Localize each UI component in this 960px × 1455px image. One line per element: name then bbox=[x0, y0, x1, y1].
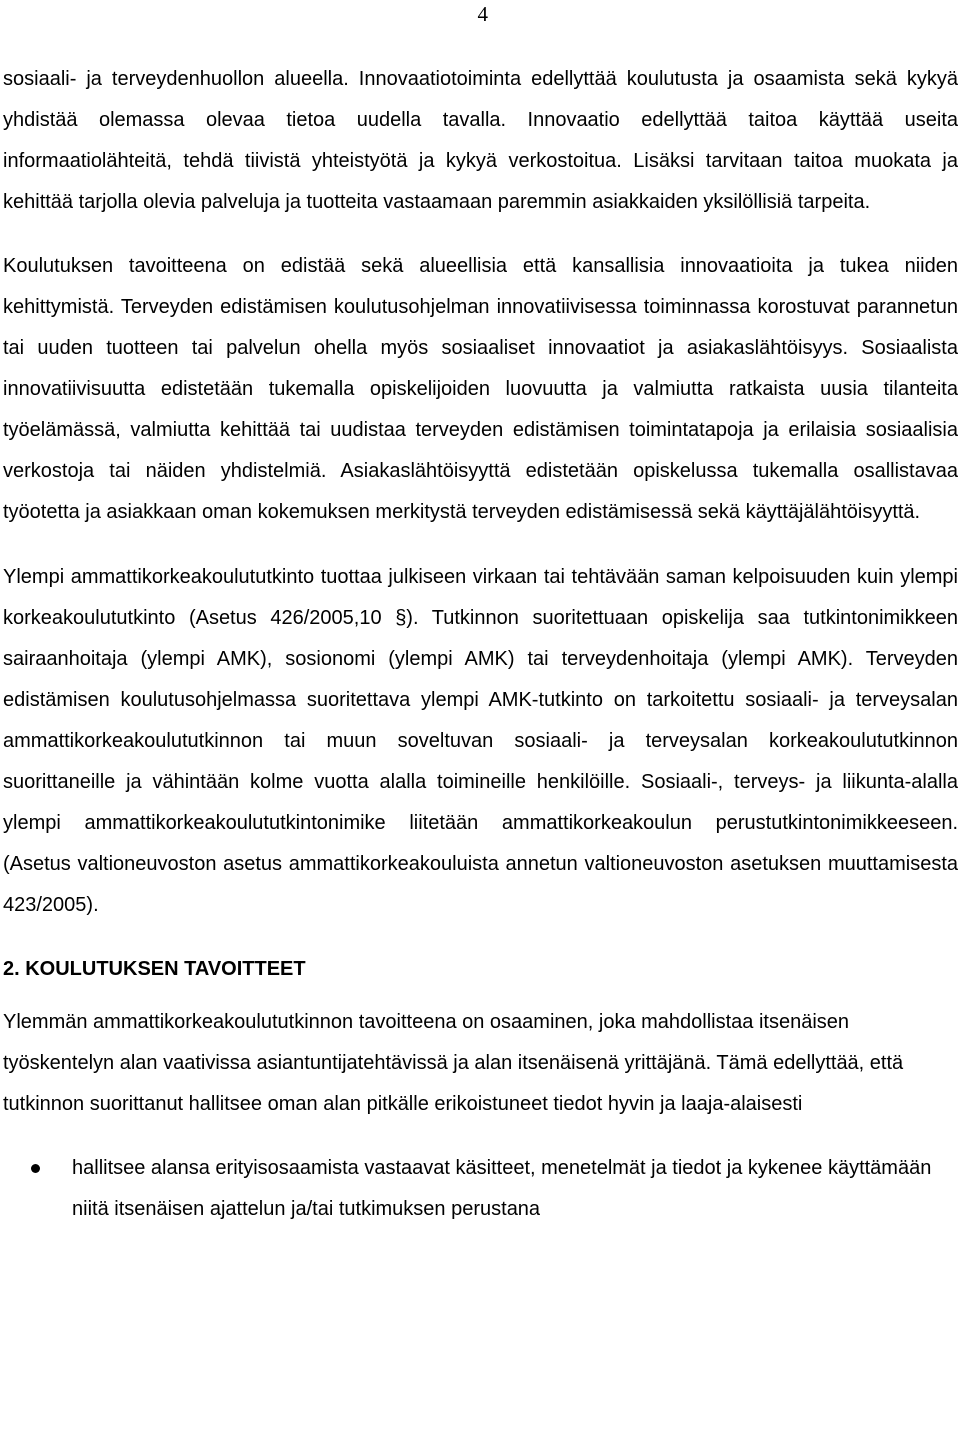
document-body bbox=[3, 59, 958, 1230]
goals-list bbox=[3, 1148, 958, 1230]
paragraph-education-goal: Koulutuksen tavoitteena on edistää sekä alueellisia että kansallisia innovaatioita ja tukea niiden kehittymistä. Terveyden edistämisen koulutusohjelman innovatiivisessa toiminnassa korostuvat parannetun tai uuden tuotteen tai palvelun ohella myös sosiaaliset innovaatiot ja asiakaslähtöisyys. Sosiaalista innovatiivisuutta edistetään tukemalla opiskelijoiden luovuutta ja valmiutta ratkaista uusia tilanteita työelämässä, valmiutta kehittää tai uudistaa terveyden edistämisen toimintatapoja ja erilaisia sosiaalisia verkostoja tai näiden yhdistelmiä. Asiakaslähtöisyyttä edistetään opiskelussa tukemalla osallistavaa työotetta ja asiakkaan oman kokemuksen merkitystä terveyden edistämisessä sekä käyttäjälähtöisyyttä. bbox=[3, 255, 958, 523]
section-heading: 2. KOULUTUKSEN TAVOITTEET bbox=[3, 958, 306, 980]
bullet-icon bbox=[31, 1164, 40, 1173]
paragraph-innovation: sosiaali- ja terveydenhuollon alueella. Innovaatiotoiminta edellyttää koulutusta ja osaamista sekä kykyä yhdistää olemassa olevaa tietoa uudella tavalla. Innovaatio edellyttää taitoa käyttää useita informaatiolähteitä, tehdä tiivistä yhteistyötä ja kykyä verkostoitua. Lisäksi tarvitaan taitoa muokata ja kehittää tarjolla olevia palveluja ja tuotteita vastaamaan paremmin asiakkaiden yksilöllisiä tarpeita. bbox=[3, 68, 958, 213]
list-item-text: hallitsee alansa erityisosaamista vastaavat käsitteet, menetelmät ja tiedot ja kykenee käyttämään niitä itsenäisen ajattelun ja/tai tutkimuksen perustana bbox=[72, 1157, 932, 1220]
list-item bbox=[3, 1148, 958, 1230]
paragraph-degree: Ylempi ammattikorkeakoulututkinto tuottaa julkiseen virkaan tai tehtävään saman kelpoisuuden kuin ylempi korkeakoulututkinto (Asetus 426/2005,10 §). Tutkinnon suoritettuaan opiskelija saa tutkintonimikkeen sairaanhoitaja (ylempi AMK), sosionomi (ylempi AMK) tai terveydenhoitaja (ylempi AMK). Terveyden edistämisen koulutusohjelmassa suoritettava ylempi AMK-tutkinto on tarkoitettu sosiaali- ja terveysalan ammattikorkeakoulututkinnon tai muun soveltuvan sosiaali- ja terveysalan korkeakoulututkinnon suorittaneille ja vähintään kolme vuotta alalla toimineille henkilöille. Sosiaali-, terveys- ja liikunta-alalla ylempi ammattikorkeakoulututkintonimike liitetään ammattikorkeakoulun perustutkintonimikkeeseen. (Asetus valtioneuvoston asetus ammattikorkeakouluista annetun valtioneuvoston asetuksen muuttamisesta 423/2005). bbox=[3, 566, 958, 916]
paragraph-goals-intro: Ylemmän ammattikorkeakoulututkinnon tavoitteena on osaaminen, joka mahdollistaa itsenäisen työskentelyn alan vaativissa asiantuntijatehtävissä ja alan itsenäisenä yrittäjänä. Tämä edellyttää, että tutkinnon suorittanut hallitsee oman alan pitkälle erikoistuneet tiedot hyvin ja laaja-alaisesti bbox=[3, 1011, 904, 1115]
page-number: 4 bbox=[477, 2, 488, 26]
